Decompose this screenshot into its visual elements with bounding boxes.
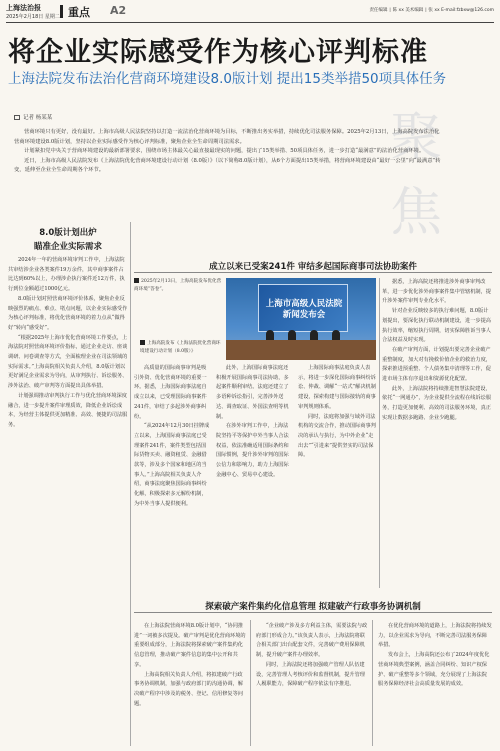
body-paragraph: 在涉外审判工作中，上海法院坚持平等保护中外当事人合法权益，依法准确适用国际条约和国际惯例，提升涉外审判的国际公信力和影响力，助力上海国际金融中心、贸易中心建设。 xyxy=(216,423,289,478)
mid-column-1 xyxy=(134,364,210,588)
page-number: A2 xyxy=(110,4,127,17)
section-name: 重点 xyxy=(68,6,90,19)
body-paragraph: 在上海法院营商环境8.0版计划中，“协同推进”一词被多次提及。破产审判是优化营商环境的重要组成部分，上海法院将探索破产案件集约化信息管理，推动破产案件信息的集中公开和共享。 xyxy=(134,623,246,668)
body-paragraph: 发布会上，上海高院还公布了2024年度优化营商环境典型案例，涵盖合同纠纷、知识产权保护、破产重整等多个领域，充分展现了上海法院服务保障经济社会高质量发展的成效。 xyxy=(378,652,490,688)
lead-paragraphs xyxy=(14,128,444,176)
column-divider xyxy=(379,278,380,588)
body-paragraph: “从2024年12月30日挂牌成立以来，上海国际商事法庭已受理案件241件，案件类型包括国际货物买卖、融资租赁、金融借款等，涉及多个国家和地区的当事人。”上海高院相关负责人介绍，商事法庭聚焦国际商事纠纷化解，积极探索多元解纷机制，为中外当事人提供便利。 xyxy=(134,423,210,507)
section-rule xyxy=(134,612,492,613)
body-paragraph: 8.0版计划对照营商环境评价体系，聚焦企业反映强烈的痛点、难点、堵点问题，以企业实际感受作为核心评判标准，将优化营商环境的着力点从“做得好”转向“感受好”。 xyxy=(8,295,128,331)
body-paragraph: 同时，上海法院还将加强破产管理人队伍建设，完善管理人考核评价和监督机制，提升管理人履职能力，保障破产程序依法有序推进。 xyxy=(256,661,365,688)
body-paragraph: 2024年一年的营商环境审判工作中，上海法院共审结涉企业各类案件19万余件，其中商事案件占比达到60%以上，办理涉企执行案件近12万件，执行到位金额超过1000亿元。 xyxy=(8,257,125,293)
left-column-text xyxy=(8,256,128,746)
section-watermark: 聚焦 xyxy=(390,108,447,243)
lead-paragraph: 营商环境只有更好，没有最好。上海市高级人民法院坚持以打造一流法治化营商环境为目标，不断推出务实举措，持续优化司法服务保障。2025年2月13日，上海高院发布法治化营商环境建设8.0版计划，坚持以企业实际感受作为核心评判标准，聚焦企业全生命周期司法需求。 xyxy=(14,129,440,145)
backdrop-line1: 上海市高级人民法院 xyxy=(265,299,343,309)
lead-paragraph: 计划紧扣党中央关于营商环境建设的最新部署要求，围绕市场主体最关心最直接最现实的问题，提出了15类举措、50项具体任务，进一步打造“最满意”的法治化营商环境。 xyxy=(24,148,425,155)
right-column-text xyxy=(382,278,492,588)
photo-caption-top xyxy=(134,278,222,294)
left-title-line2: 瞄准企业实际需求 xyxy=(33,242,102,252)
body-paragraph: 此外，上海国际商事法庭还积极开展国际商事司法协助，多起案件顺利审结。法庭还建立了多语种诉讼指引，完善涉外送达、调查取证、外国法查明等机制。 xyxy=(216,365,289,420)
column-divider xyxy=(250,620,251,746)
body-paragraph: 针对企业反映较多的执行难问题，8.0版计划提出，要深化执行联动机制建设，进一步提高执行效率，缩短执行周期，切实保障胜诉当事人合法权益及时实现。 xyxy=(382,308,491,344)
body-paragraph: 上海国际商事法庭负责人表示，将进一步深化国际商事纠纷诉讼、仲裁、调解“一站式”解决机制建设，探索构建与国际接轨的商事审判规则体系。 xyxy=(298,365,376,410)
section-rule xyxy=(134,272,492,273)
mid-column-3 xyxy=(298,364,376,588)
left-title-line1: 8.0版计划出炉 xyxy=(39,228,97,238)
subheadline: 上海法院发布法治化营商环境建设8.0版计划 提出15类举措50项具体任务 xyxy=(8,71,447,87)
body-paragraph: 在优化营商环境的道路上，上海法院将持续发力，以企业需求为导向，不断完善司法服务保障举措。 xyxy=(378,623,492,649)
headline: 将企业实际感受作为核心评判标准 xyxy=(8,37,428,68)
mid-section-title: 成立以来已受案241件 审结多起国际商事司法协助案件 xyxy=(209,262,417,272)
backdrop-text xyxy=(259,299,349,321)
caption-text: 上海高院发布《上海法院优化营商环境建设行动计划（8.0版）》 xyxy=(140,341,221,354)
masthead-rule xyxy=(6,22,494,23)
body-paragraph: 据悉，上海高院还将推进涉外商事审判改革，进一步优化涉外商事案件集中管辖机制，提升涉外案件审判专业化水平。 xyxy=(382,279,491,305)
lower-section-title: 探索破产案件集约化信息管理 拟建破产行政事务协调机制 xyxy=(205,602,421,612)
body-paragraph: 同时，法庭将加强与域外司法机构的交流合作，推动国际商事判决的承认与执行，为中外企业“走出去”“引进来”提供坚实的司法保障。 xyxy=(298,413,376,459)
section-divider xyxy=(60,5,63,18)
body-paragraph: 高质量的国际商事审判是吸引外资、优化营商环境的重要一环。据悉，上海国际商事法庭自成立以来，已受理国际商事案件241件，审结了多起涉外商事纠纷。 xyxy=(134,365,207,420)
editors-line: 责任编辑 ∣ 陈 xx 美术编辑 ∣ 张 xx E-mail:fzbxw@126.com xyxy=(369,8,494,13)
press-conference-photo xyxy=(226,278,376,360)
lower-column-3 xyxy=(378,622,492,747)
masthead xyxy=(6,3,494,23)
square-icon xyxy=(14,115,20,120)
triangle-icon xyxy=(134,278,139,283)
lead-paragraph: 近日，上海市高级人民法院发布《上海法院优化营商环境建设行动计划（8.0版）》（以下简称8.0版计划），从6个方面提出15类举措，将营商环境建设由“最好一公里”向“最满意”转变，延伸至企业全生命周期各个环节。 xyxy=(14,157,441,174)
column-divider xyxy=(130,222,131,746)
paper-name: 上海法治报 xyxy=(6,4,41,12)
column-divider xyxy=(372,620,373,746)
body-paragraph: “根据2025年上海市优化营商环境工作要点，上海法院对照营商环境评价指标，通过企业走访、座谈调研、问卷调查等方式，全面梳理企业在司法领域的实际需求。”上海高院相关负责人介绍，8.0版计划以更好满足企业需求为导向，从审判执行、诉讼服务、涉外法治、破产审判等方面提出具体举措。 xyxy=(8,334,128,390)
triangle-icon xyxy=(140,340,145,345)
left-section-title xyxy=(8,226,128,252)
body-paragraph: 计划强调推动审判执行工作与优化营商环境深度融合，进一步提升案件审理质效，降低企业诉讼成本，为经营主体提供更加精准、高效、便捷的司法服务。 xyxy=(8,392,128,428)
mid-column-2 xyxy=(216,364,292,588)
body-paragraph: 在破产审判方面，计划提出要完善企业破产重整制度，加大对有挽救价值企业的救治力度，探索推进预重整、个人债务集中清理等工作，促进市场主体有序退出和资源优化配置。 xyxy=(382,346,491,383)
body-paragraph: 上海高院相关负责人介绍，将拟建破产行政事务协调机制，加强与政府部门的沟通协调，解决破产程序中涉及的税务、登记、信用修复等问题。 xyxy=(134,671,243,707)
backdrop-line2: 新闻发布会 xyxy=(282,310,326,320)
reporter-byline xyxy=(14,113,52,121)
body-paragraph: 此外，上海法院将持续推进智慧法院建设，依托“一网通办”，为企业提供全流程在线诉讼服务，打造更加便利、高效的司法服务环境，真正实现让数据多跑路、企业少跑腿。 xyxy=(382,385,492,421)
issue-date: 2025年2月18日 星期二 xyxy=(6,14,60,20)
caption-text: 2025年2月13日，上海高院发布优化营商环境“答卷”。 xyxy=(134,279,222,292)
lower-column-2 xyxy=(256,622,368,747)
lower-column-1 xyxy=(134,622,246,747)
photo-caption-bottom xyxy=(140,340,222,356)
body-paragraph: “企业破产涉及多方利益主体，需要法院与政府部门形成合力。”该负责人表示，上海法院将联合相关部门出台配套文件，完善破产费用保障机制，提升破产案件办理效率。 xyxy=(256,623,368,659)
backdrop-screen xyxy=(258,284,348,332)
podium-desk xyxy=(226,340,376,360)
reporter-name: 记者 杨某某 xyxy=(23,115,53,121)
